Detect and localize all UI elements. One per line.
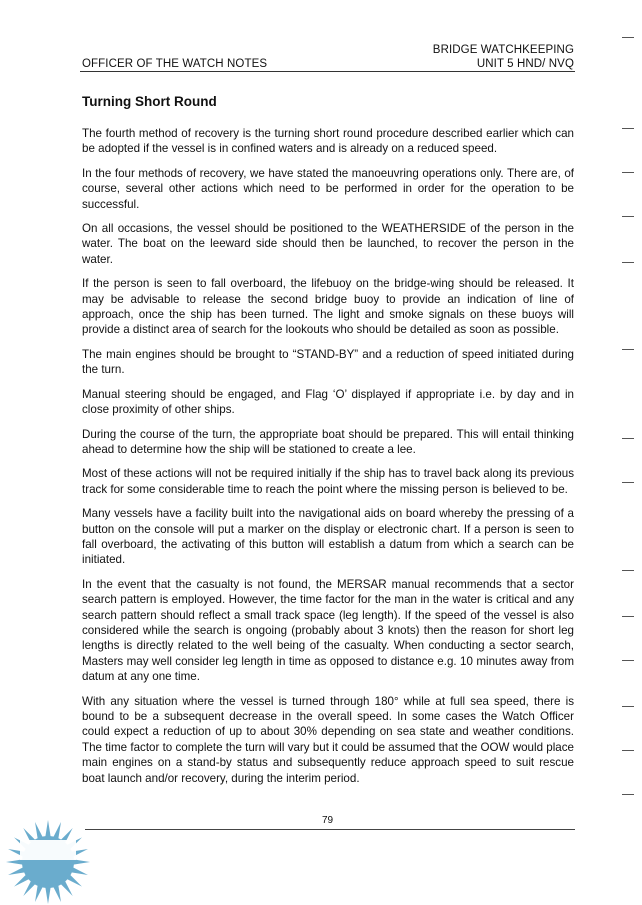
- sun-ray: [70, 867, 88, 875]
- page-number: 79: [322, 815, 334, 826]
- margin-mark: [622, 616, 634, 617]
- margin-mark: [622, 262, 634, 263]
- paragraph: In the four methods of recovery, we have stated the manoeuvring operations only. There are, of course, several other actions which need to be performed in order for the operation to be successful.: [82, 166, 574, 211]
- sun-ray: [53, 884, 61, 902]
- margin-mark: [622, 349, 634, 350]
- paragraph: Most of these actions will not be required initially if the ship has to travel back along its previous track for some considerable time to reach the point where the missing person is believed to be.: [82, 467, 574, 496]
- header-right-line1: BRIDGE WATCHKEEPING: [432, 44, 574, 56]
- paragraph: The fourth method of recovery is the turning short round procedure described earlier which can be adopted if the vessel is in confined waters and is already on a reduced speed.: [82, 127, 574, 156]
- sun-ray: [23, 880, 36, 896]
- sun-ray: [45, 820, 51, 838]
- paragraph: On all occasions, the vessel should be positioned to the WEATHERSIDE of the person in the water. The boat on the leeward side should then be launched, to recover the person in the water.: [82, 222, 574, 266]
- margin-mark: [622, 438, 634, 439]
- seatracker-watermark-logo: [0, 818, 642, 905]
- section-title: Turning Short Round: [82, 94, 217, 109]
- margin-mark: [622, 706, 634, 707]
- sun-ray: [45, 886, 51, 904]
- paragraph: The main engines should be brought to “STAND-BY” and a reduction of speed initiated during the turn.: [82, 347, 574, 377]
- sun-ray: [66, 874, 82, 887]
- margin-mark: [622, 216, 634, 217]
- paragraph: If the person is seen to fall overboard, the lifebuoy on the bridge-wing should be released. It may be advisable to release the second bridge buoy to provide an indication of line of approach, once the ship has been turned. The light and smoke signals on these buoys will provide a distinct area of search for the lookouts who should be detailed as soon as possible.: [82, 277, 574, 337]
- sun-ray: [60, 880, 73, 896]
- sun-ray: [35, 822, 43, 840]
- sun-ray: [8, 867, 26, 875]
- margin-mark: [622, 660, 634, 661]
- margin-mark: [622, 750, 634, 751]
- margin-mark: [622, 172, 634, 173]
- sun-ray: [53, 822, 61, 840]
- margin-mark: [622, 794, 634, 795]
- paragraph: With any situation where the vessel is turned through 180° while at full sea speed, there is bound to be a subsequent decrease in the overall speed. In some cases the Watch Officer could expect a reduction of up to about 30% depending on sea state and weather conditions. The time factor to complete the turn will vary but it could be assumed that the OOW would place main engines on a stand-by status and subsequently reduce approach speed to suit rescue boat launch and/or recovery, during the interim period.: [82, 694, 574, 785]
- margin-mark: [622, 570, 634, 571]
- sun-ray: [35, 884, 43, 902]
- header-rule: [80, 71, 575, 72]
- margin-mark: [622, 37, 634, 38]
- margin-mark: [622, 482, 634, 483]
- sun-ray: [14, 874, 30, 887]
- paragraph: Manual steering should be engaged, and Flag ‘O’ displayed if appropriate i.e. by day and in close proximity of other ships.: [82, 387, 574, 417]
- paragraph: During the course of the turn, the appropriate boat should be prepared. This will entail thinking ahead to determine how the ship will be stationed to create a lee.: [82, 427, 574, 456]
- header-right-line2: UNIT 5 HND/ NVQ: [476, 58, 574, 70]
- margin-mark: [622, 128, 634, 129]
- sun-icon: [6, 820, 90, 904]
- body-text: [82, 126, 574, 795]
- header-left: OFFICER OF THE WATCH NOTES: [82, 58, 268, 70]
- paragraph: Many vessels have a facility built into the navigational aids on board whereby the pressing of a button on the console will put a marker on the display or electronic chart. If a person is seen to fall overboard, the activating of this button will establish a datum from which a search can be initiated.: [82, 507, 574, 567]
- paragraph: In the event that the casualty is not found, the MERSAR manual recommends that a sector search pattern is employed. However, the time factor for the man in the water is critical and any search pattern should reflect a small track space (leg length). If the speed of the vessel is also considered while the search is ongoing (probably about 3 knots) then the reason for short leg lengths is directly related to the well being of the casualty. When conducting a sector search, Masters may well consider leg length in time as opposed to distance e.g. 10 minutes away from datum at any one time.: [82, 577, 574, 684]
